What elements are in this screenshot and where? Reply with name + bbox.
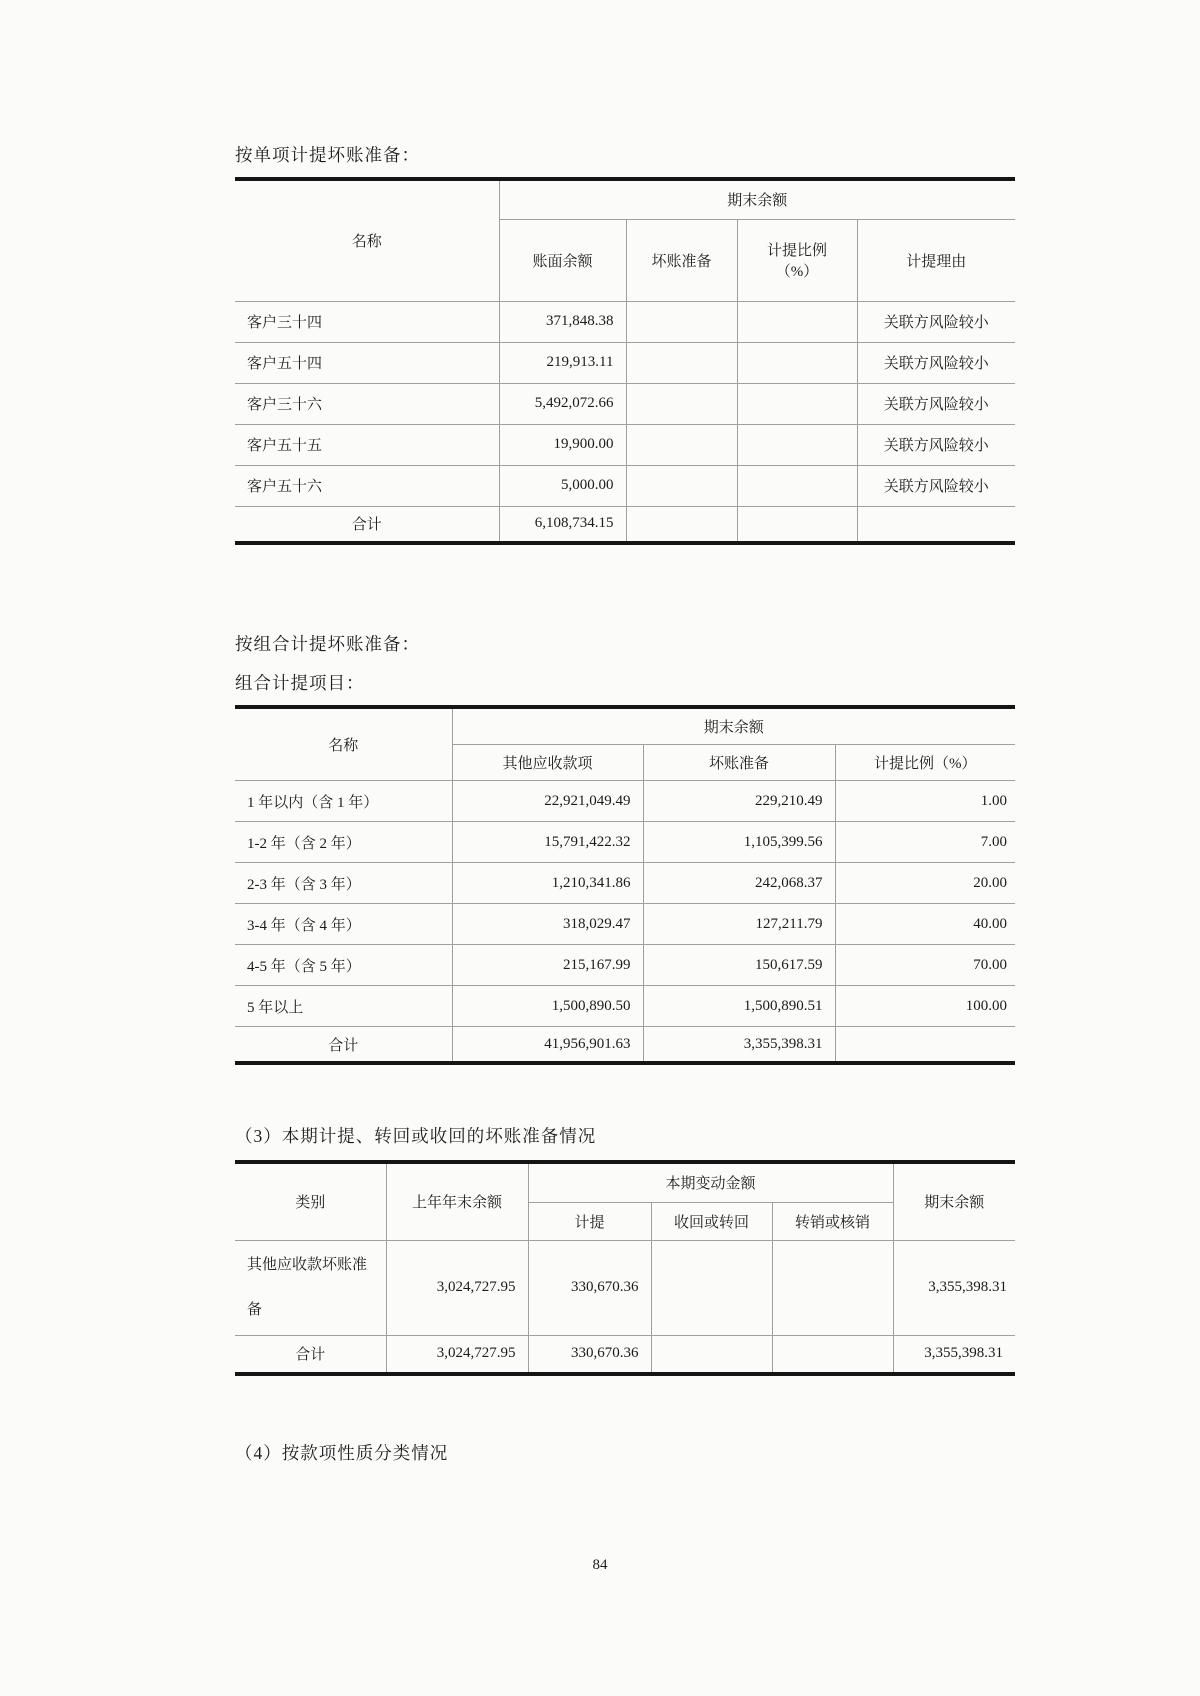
table3-total-prev-year-end: 3,024,727.95 [386,1335,528,1372]
table-cell [737,301,857,342]
table-cell [651,1240,772,1335]
table-cell [737,342,857,383]
table-cell: 330,670.36 [528,1240,651,1335]
table3-total-label: 合计 [235,1335,386,1372]
table-cell: 关联方风险较小 [857,342,1015,383]
table-cell: 1 年以内（含 1 年） [235,781,452,822]
table-cell [626,342,737,383]
table1-header [235,181,1015,301]
page-number: 84 [592,1556,608,1573]
table2-header-ratio: 计提比例（%） [835,745,1015,781]
single-item-provision-table [235,181,1015,541]
table-cell: 150,617.59 [643,945,835,986]
table1-header-ratio-line1: 计提比例 [766,243,827,259]
table-cell [737,383,857,424]
table-cell: 40.00 [835,904,1015,945]
table-row [235,1240,1015,1335]
table1-header-reason: 计提理由 [857,219,1015,301]
table3-header-period-change: 本期变动金额 [528,1164,893,1202]
single-item-provision-table-wrapper [235,177,1015,545]
table2-total-row [235,1027,1015,1062]
table-cell: 3,355,398.31 [893,1240,1015,1335]
table3-header-prev-year-end: 上年年末余额 [386,1164,528,1240]
table-row [235,301,1015,342]
table1-header-group-row [235,181,1015,219]
table-row [235,342,1015,383]
section1-title: 按单项计提坏账准备： [235,145,420,165]
table-cell: 15,791,422.32 [452,822,643,863]
provision-movement-table-wrapper [235,1160,1015,1376]
section2-subtitle: 组合计提项目： [235,672,365,693]
table-cell: 5,492,072.66 [499,383,626,424]
table2-header-group-row [235,709,1015,745]
table1-header-book-balance: 账面余额 [499,219,626,301]
portfolio-provision-table-wrapper [235,705,1015,1066]
table1-total-reason [857,506,1015,541]
table-cell: 关联方风险较小 [857,465,1015,506]
table-cell: 其他应收款坏账准备 [235,1240,386,1335]
table-cell: 关联方风险较小 [857,301,1015,342]
section4-title: （4）按款项性质分类情况 [235,1442,449,1463]
table3-header-period-end: 期末余额 [893,1164,1015,1240]
table-cell [737,465,857,506]
table2-body [235,781,1015,1027]
table3-header-accrual: 计提 [528,1202,651,1240]
table-cell: 关联方风险较小 [857,424,1015,465]
table3-header-recover: 收回或转回 [651,1202,772,1240]
table-cell: 100.00 [835,986,1015,1027]
table3-total-writeoff [772,1335,893,1372]
table-row [235,822,1015,863]
table1-body [235,301,1015,506]
table2-header-bad-debt: 坏账准备 [643,745,835,781]
table-cell: 客户五十五 [235,424,499,465]
table-cell: 229,210.49 [643,781,835,822]
table2-total-label: 合计 [235,1027,452,1062]
table-cell: 219,913.11 [499,342,626,383]
table1-total [235,506,1015,541]
table-row [235,465,1015,506]
table3-header-group-row [235,1164,1015,1202]
table1-total-book-balance: 6,108,734.15 [499,506,626,541]
table3-header-category: 类别 [235,1164,386,1240]
table-row [235,383,1015,424]
table-cell: 318,029.47 [452,904,643,945]
table1-header-ratio [737,219,857,301]
table-row [235,986,1015,1027]
table-cell [626,465,737,506]
table-cell: 1,105,399.56 [643,822,835,863]
table-cell: 215,167.99 [452,945,643,986]
table1-total-ratio [737,506,857,541]
table2-header-ending-balance: 期末余额 [452,709,1015,745]
table-row [235,424,1015,465]
table-cell: 127,211.79 [643,904,835,945]
table-cell: 客户三十四 [235,301,499,342]
table-cell: 20.00 [835,863,1015,904]
table1-total-row [235,506,1015,541]
table-cell: 1.00 [835,781,1015,822]
table-cell [772,1240,893,1335]
table3-total-period-end: 3,355,398.31 [893,1335,1015,1372]
table-cell: 7.00 [835,822,1015,863]
table-cell: 关联方风险较小 [857,383,1015,424]
table1-header-name: 名称 [235,181,499,301]
table-cell: 客户三十六 [235,383,499,424]
table-row [235,904,1015,945]
table-cell: 5 年以上 [235,986,452,1027]
table3-header-writeoff: 转销或核销 [772,1202,893,1240]
table2-total [235,1027,1015,1062]
table1-total-bad-debt [626,506,737,541]
section3-title: （3）本期计提、转回或收回的坏账准备情况 [235,1126,597,1146]
table3-total-accrual: 330,670.36 [528,1335,651,1372]
table-cell: 2-3 年（含 3 年） [235,863,452,904]
table-cell: 客户五十六 [235,465,499,506]
table-row [235,781,1015,822]
table-cell: 5,000.00 [499,465,626,506]
table2-header-other-receivables: 其他应收款项 [452,745,643,781]
table-cell: 70.00 [835,945,1015,986]
table1-header-ending-balance: 期末余额 [499,181,1015,219]
table-cell: 4-5 年（含 5 年） [235,945,452,986]
table2-header-name: 名称 [235,709,452,781]
table-cell: 1,500,890.50 [452,986,643,1027]
table1-total-label: 合计 [235,506,499,541]
table-cell: 22,921,049.49 [452,781,643,822]
portfolio-provision-table [235,709,1015,1062]
table-cell: 1-2 年（含 2 年） [235,822,452,863]
table-cell: 1,210,341.86 [452,863,643,904]
table3-total-recover [651,1335,772,1372]
table-cell: 19,900.00 [499,424,626,465]
table-cell [626,383,737,424]
table2-total-ratio [835,1027,1015,1062]
table2-total-bad-debt: 3,355,398.31 [643,1027,835,1062]
table3-body [235,1240,1015,1335]
provision-movement-table [235,1164,1015,1372]
table2-total-other-receivables: 41,956,901.63 [452,1027,643,1062]
table-cell [626,301,737,342]
table2-header [235,709,1015,781]
table-cell: 1,500,890.51 [643,986,835,1027]
table-cell [737,424,857,465]
table-row [235,945,1015,986]
table-cell: 3-4 年（含 4 年） [235,904,452,945]
table-cell: 客户五十四 [235,342,499,383]
table3-total-row [235,1335,1015,1372]
section2-title: 按组合计提坏账准备： [235,633,420,654]
table-cell: 242,068.37 [643,863,835,904]
table3-total [235,1335,1015,1372]
table-cell: 371,848.38 [499,301,626,342]
table-cell [626,424,737,465]
table1-header-bad-debt: 坏账准备 [626,219,737,301]
table-cell: 3,024,727.95 [386,1240,528,1335]
table1-header-ratio-line2: （%） [775,264,819,280]
table-row [235,863,1015,904]
table3-header [235,1164,1015,1240]
